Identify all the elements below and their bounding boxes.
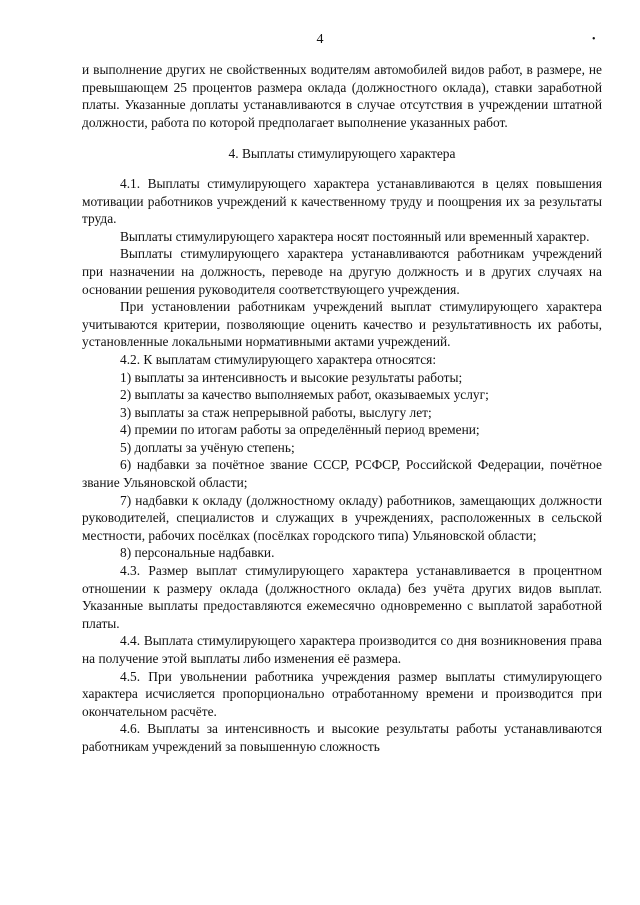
list-item: 8) персональные надбавки. [120,545,275,561]
paragraph-4-6: 4.6. Выплаты за интенсивность и высокие результаты работы устанавливаются работникам учреждений за повышенную сложность [82,721,602,754]
paragraph-4-3: 4.3. Размер выплат стимулирующего характера устанавливается в процентном отношении к размеру оклада (должностного оклада) без учёта других видов выплат. Указанные выплаты предоставляются ежемесячно одновременно с выплатой заработной платы. [82,563,602,631]
paragraph-assignment: Выплаты стимулирующего характера устанавливаются работникам учреждений при назначении на должность, переводе на другую должность и в других случаях на основании решения руководителя соответствующего учреждения. [82,246,602,297]
list-item: 5) доплаты за учёную степень; [120,439,295,455]
document-body [82,61,602,756]
paragraph-criteria: При установлении работникам учреждений выплат стимулирующего характера учитываются критерии, позволяющие оценить качество и результативность их работы, установленные локальными нормативными актами учреждений. [82,299,602,350]
section-heading: 4. Выплаты стимулирующего характера [228,146,456,162]
paragraph-4-1: 4.1. Выплаты стимулирующего характера устанавливаются в целях повышения мотивации работников учреждений к качественному труду и поощрения их за результаты труда. [82,175,602,227]
list-item: 4) премии по итогам работы за определённый период времени; [120,422,480,438]
intro-paragraph: и выполнение других не свойственных водителям автомобилей видов работ, в размере, не превышающем 25 процентов размера оклада (должностного оклада), ставки заработной платы. Указанные доплаты устанавливаются в случае отсутствия в учреждении штатной должности, работа по которой предполагает выполнение указанных работ. [82,62,602,130]
paragraph-4-4: 4.4. Выплата стимулирующего характера производится со дня возникновения права на получение этой выплаты либо изменения её размера. [82,633,602,666]
list-item: 2) выплаты за качество выполняемых работ, оказываемых услуг; [120,387,489,403]
page-number: 4 [316,32,324,47]
list-item: 7) надбавки к окладу (должностному окладу) работников, замещающих должности руководителей, специалистов и служащих в учреждениях, расположенных в сельской местности, рабочих посёлках (посёлках городского типа) Ульяновской области; [82,492,602,543]
list-item: 1) выплаты за интенсивность и высокие результаты работы; [120,369,463,385]
list-item: 3) выплаты за стаж непрерывной работы, выслугу лет; [120,404,432,420]
list-item: 6) надбавки за почётное звание СССР, РСФСР, Российской Федерации, почётное звание Ульяновской области; [82,457,602,491]
paragraph-4-2: 4.2. К выплатам стимулирующего характера относятся: [120,351,437,367]
paragraph-4-5: 4.5. При увольнении работника учреждения размер выплаты стимулирующего характера исчисляется пропорционально отработанному времени и производится при окончательном расчёте. [82,668,602,719]
corner-mark: • [592,34,596,45]
paragraph-nature: Выплаты стимулирующего характера носят постоянный или временный характер. [120,228,590,244]
